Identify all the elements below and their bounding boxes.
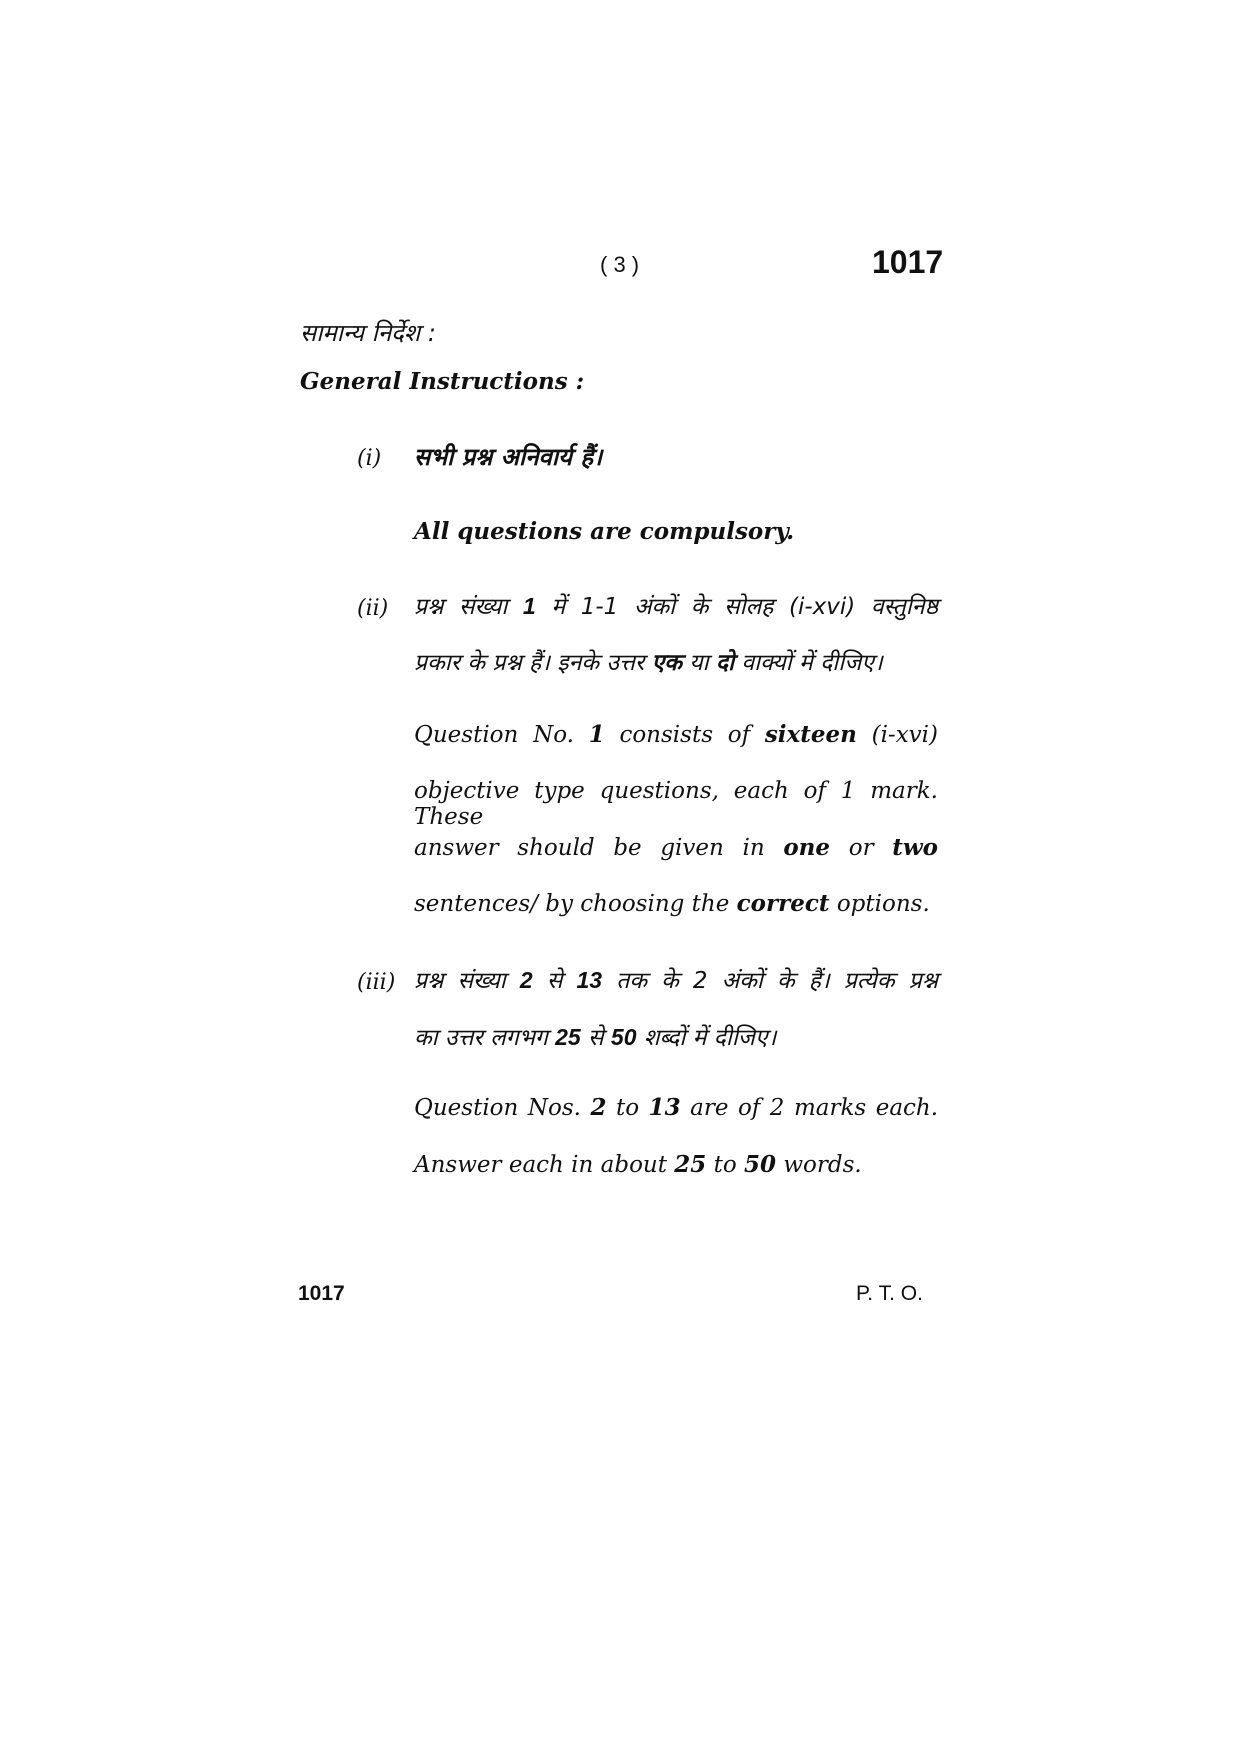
item-english-line: answer should be given in one or two xyxy=(414,834,938,861)
item-english-line: Question Nos. 2 to 13 are of 2 marks each. xyxy=(414,1094,939,1121)
item-english-line: objective type questions, each of 1 mark. These xyxy=(414,778,938,830)
item-hindi: सभी प्रश्न अनिवार्य हैं। xyxy=(414,443,603,471)
page-number: ( 3 ) xyxy=(600,252,640,277)
item-label: (ii) xyxy=(357,596,389,621)
item-english: All questions are compulsory. xyxy=(414,518,795,545)
heading-english: General Instructions : xyxy=(300,368,585,395)
heading-hindi: सामान्य निर्देश : xyxy=(300,319,436,347)
item-hindi-line: प्रश्न संख्या 1 में 1-1 अंकों के सोलह (i-xvi) वस्तुनिष्ठ xyxy=(414,593,939,620)
item-english-line: Question No. 1 consists of sixteen (i-xvi) xyxy=(414,721,938,748)
item-hindi-line: प्रकार के प्रश्न हैं। इनके उत्तर एक या दो वाक्यों में दीजिए। xyxy=(414,650,883,676)
item-hindi-line: का उत्तर लगभग 25 से 50 शब्दों में दीजिए। xyxy=(414,1024,777,1051)
footer-pto: P. T. O. xyxy=(856,1282,923,1305)
item-label: (i) xyxy=(357,446,382,471)
item-label: (iii) xyxy=(357,970,396,995)
item-english-line: Answer each in about 25 to 50 words. xyxy=(414,1151,862,1178)
item-english-line: sentences/ by choosing the correct options. xyxy=(414,890,930,917)
item-hindi-line: प्रश्न संख्या 2 से 13 तक के 2 अंकों के हैं। प्रत्येक प्रश्न xyxy=(414,967,939,994)
paper-code: 1017 xyxy=(872,244,944,280)
footer-paper-code: 1017 xyxy=(298,1282,345,1305)
